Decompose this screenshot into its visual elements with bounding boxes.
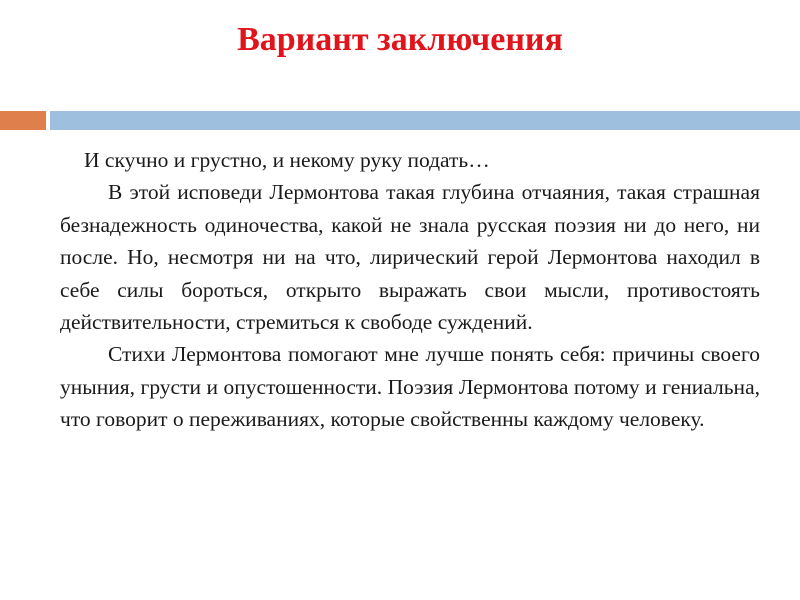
- divider-bar: [50, 111, 800, 130]
- paragraph-1: В этой исповеди Лермонтова такая глубина отчаяния, такая страшная безнадежность одиночества, какой не знала русская поэзия ни до него, ни после. Но, несмотря ни на что, лирический герой Лермонтова находил в себе силы бороться, открыто выражать свои мысли, противостоять действительности, стремиться к свободе суждений.: [60, 180, 760, 335]
- slide-title: Вариант заключения: [237, 21, 563, 58]
- accent-bar: [0, 111, 46, 130]
- slide-body: [60, 144, 760, 436]
- epigraph: И скучно и грустно, и некому руку подать…: [84, 148, 490, 172]
- paragraph-2: Стихи Лермонтова помогают мне лучше понять себя: причины своего уныния, грусти и опустошенности. Поэзия Лермонтова потому и гениальна, что говорит о переживаниях, которые свойственны каждому человеку.: [60, 342, 760, 432]
